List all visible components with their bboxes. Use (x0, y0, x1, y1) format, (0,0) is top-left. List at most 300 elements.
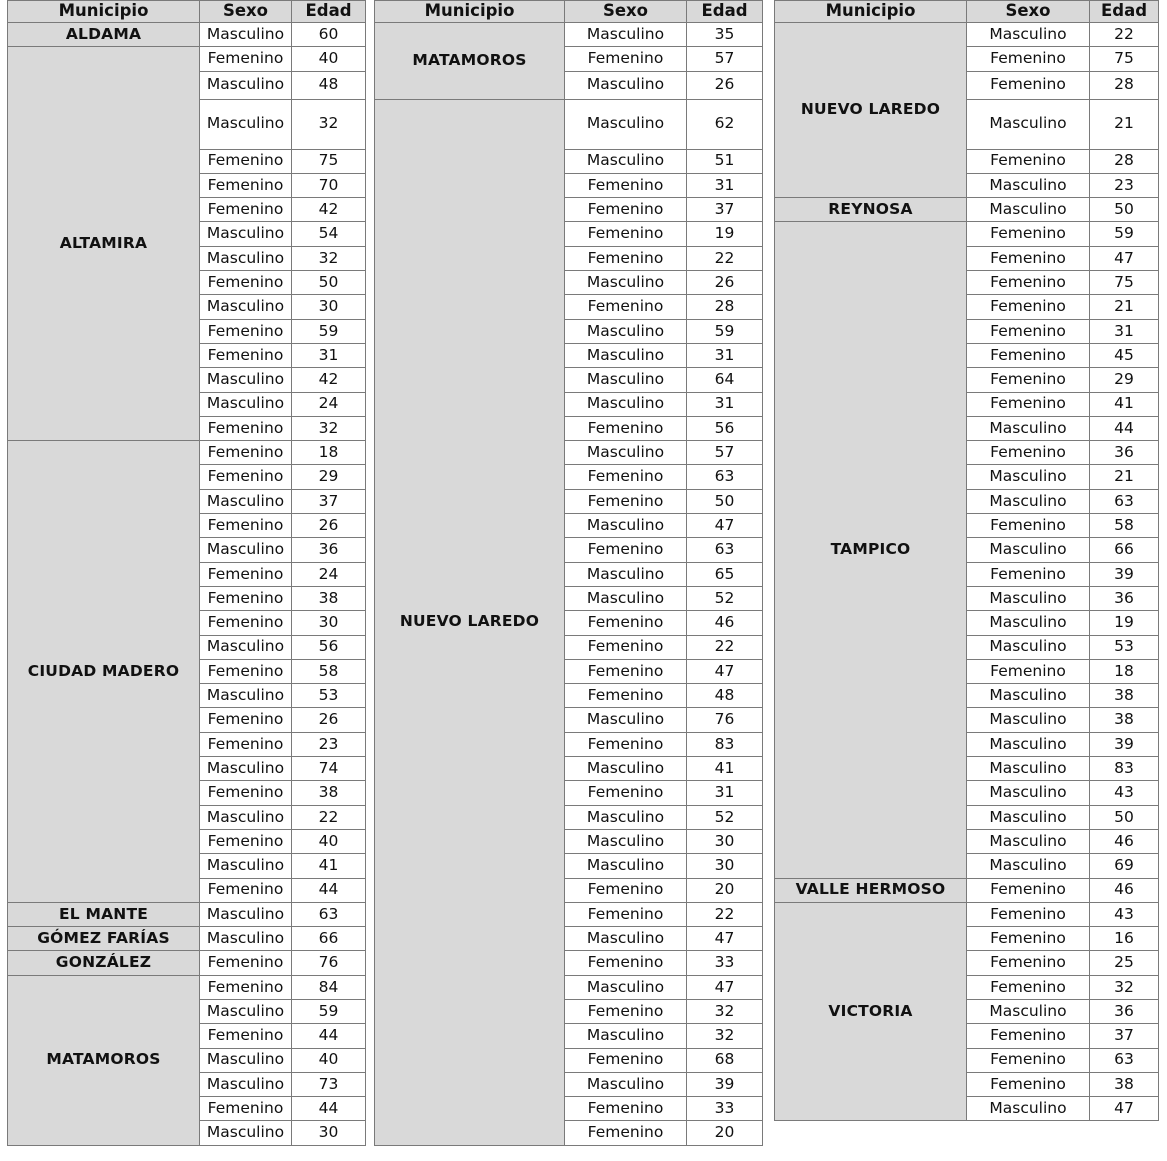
sexo-cell: Masculino (200, 757, 292, 781)
edad-cell: 59 (687, 319, 763, 343)
sexo-cell: Femenino (200, 47, 292, 71)
table-row (8, 902, 366, 926)
edad-cell: 23 (292, 732, 366, 756)
sexo-cell: Masculino (200, 489, 292, 513)
edad-cell: 63 (1090, 489, 1159, 513)
edad-cell: 75 (292, 149, 366, 173)
edad-cell: 59 (1090, 222, 1159, 246)
edad-cell: 21 (1090, 465, 1159, 489)
sexo-cell: Masculino (565, 757, 687, 781)
sexo-cell: Femenino (565, 902, 687, 926)
header-edad: Edad (687, 1, 763, 23)
sexo-cell: Masculino (967, 465, 1090, 489)
sexo-cell: Masculino (565, 805, 687, 829)
sexo-cell: Masculino (565, 586, 687, 610)
sexo-cell: Masculino (967, 684, 1090, 708)
edad-cell: 22 (687, 246, 763, 270)
edad-cell: 20 (687, 1121, 763, 1145)
sexo-cell: Femenino (565, 295, 687, 319)
table-row (375, 23, 763, 47)
table-row (8, 47, 366, 71)
municipio-cell: MATAMOROS (375, 23, 565, 100)
edad-cell: 24 (292, 562, 366, 586)
edad-cell: 30 (292, 295, 366, 319)
sexo-cell: Femenino (200, 1097, 292, 1121)
sexo-cell: Masculino (967, 99, 1090, 149)
edad-cell: 30 (687, 829, 763, 853)
edad-cell: 44 (292, 878, 366, 902)
sexo-cell: Masculino (967, 586, 1090, 610)
sexo-cell: Masculino (200, 927, 292, 951)
sexo-cell: Femenino (200, 465, 292, 489)
edad-cell: 32 (687, 999, 763, 1023)
edad-cell: 40 (292, 829, 366, 853)
sexo-cell: Femenino (967, 1072, 1090, 1096)
edad-cell: 28 (1090, 149, 1159, 173)
edad-cell: 23 (1090, 173, 1159, 197)
edad-cell: 41 (1090, 392, 1159, 416)
sexo-cell: Masculino (565, 514, 687, 538)
header-edad: Edad (292, 1, 366, 23)
edad-cell: 62 (687, 99, 763, 149)
sexo-cell: Femenino (200, 271, 292, 295)
sexo-cell: Femenino (967, 47, 1090, 71)
municipio-cell: VICTORIA (775, 902, 967, 1121)
sexo-cell: Femenino (200, 781, 292, 805)
edad-cell: 75 (1090, 47, 1159, 71)
sexo-cell: Femenino (565, 1048, 687, 1072)
sexo-cell: Masculino (200, 295, 292, 319)
sexo-cell: Masculino (200, 246, 292, 270)
sexo-cell: Femenino (565, 538, 687, 562)
sexo-cell: Femenino (565, 246, 687, 270)
sexo-cell: Femenino (967, 562, 1090, 586)
sexo-cell: Masculino (200, 1121, 292, 1145)
edad-cell: 42 (292, 198, 366, 222)
sexo-cell: Femenino (967, 878, 1090, 902)
municipio-cell: NUEVO LAREDO (775, 23, 967, 198)
sexo-cell: Masculino (967, 416, 1090, 440)
edad-cell: 84 (292, 975, 366, 999)
municipio-cell: CIUDAD MADERO (8, 441, 200, 903)
sexo-cell: Masculino (565, 708, 687, 732)
edad-cell: 68 (687, 1048, 763, 1072)
sexo-cell: Masculino (200, 805, 292, 829)
table-row (775, 902, 1159, 926)
sexo-cell: Masculino (200, 854, 292, 878)
table-row (8, 951, 366, 975)
edad-cell: 52 (687, 586, 763, 610)
header-row (375, 1, 763, 23)
sexo-cell: Masculino (200, 392, 292, 416)
edad-cell: 56 (687, 416, 763, 440)
sexo-cell: Femenino (200, 611, 292, 635)
edad-cell: 57 (687, 441, 763, 465)
sexo-cell: Femenino (967, 441, 1090, 465)
header-municipio: Municipio (375, 1, 565, 23)
sexo-cell: Masculino (967, 805, 1090, 829)
header-sexo: Sexo (200, 1, 292, 23)
edad-cell: 43 (1090, 902, 1159, 926)
sexo-cell: Masculino (200, 538, 292, 562)
edad-cell: 31 (687, 392, 763, 416)
sexo-cell: Masculino (565, 319, 687, 343)
edad-cell: 41 (292, 854, 366, 878)
edad-cell: 41 (687, 757, 763, 781)
edad-cell: 36 (1090, 586, 1159, 610)
sexo-cell: Femenino (200, 514, 292, 538)
sexo-cell: Femenino (967, 271, 1090, 295)
sexo-cell: Femenino (967, 295, 1090, 319)
header-row (775, 1, 1159, 23)
edad-cell: 37 (687, 198, 763, 222)
edad-cell: 43 (1090, 781, 1159, 805)
edad-cell: 32 (687, 1024, 763, 1048)
edad-cell: 21 (1090, 295, 1159, 319)
sexo-cell: Femenino (967, 246, 1090, 270)
sexo-cell: Masculino (200, 222, 292, 246)
sexo-cell: Masculino (200, 368, 292, 392)
municipio-cell: GONZÁLEZ (8, 951, 200, 975)
sexo-cell: Femenino (200, 975, 292, 999)
edad-cell: 56 (292, 635, 366, 659)
sexo-cell: Femenino (200, 441, 292, 465)
edad-cell: 22 (292, 805, 366, 829)
sexo-cell: Femenino (967, 902, 1090, 926)
sexo-cell: Femenino (565, 198, 687, 222)
sexo-cell: Masculino (200, 1072, 292, 1096)
edad-cell: 63 (292, 902, 366, 926)
edad-cell: 26 (292, 514, 366, 538)
sexo-cell: Masculino (967, 757, 1090, 781)
municipio-cell: ALTAMIRA (8, 47, 200, 441)
sexo-cell: Masculino (200, 99, 292, 149)
sexo-cell: Femenino (565, 999, 687, 1023)
sexo-cell: Masculino (967, 829, 1090, 853)
sexo-cell: Femenino (565, 684, 687, 708)
sexo-cell: Femenino (967, 1024, 1090, 1048)
sexo-cell: Femenino (200, 343, 292, 367)
edad-cell: 48 (292, 71, 366, 99)
sexo-cell: Masculino (967, 1097, 1090, 1121)
edad-cell: 38 (292, 586, 366, 610)
table-row (375, 99, 763, 149)
edad-cell: 35 (687, 23, 763, 47)
table-row (775, 198, 1159, 222)
edad-cell: 50 (1090, 805, 1159, 829)
edad-cell: 38 (1090, 708, 1159, 732)
sexo-cell: Masculino (565, 271, 687, 295)
edad-cell: 29 (292, 465, 366, 489)
sexo-cell: Femenino (565, 635, 687, 659)
edad-cell: 50 (687, 489, 763, 513)
sexo-cell: Masculino (200, 635, 292, 659)
edad-cell: 47 (687, 659, 763, 683)
edad-cell: 28 (1090, 71, 1159, 99)
edad-cell: 18 (1090, 659, 1159, 683)
sexo-cell: Femenino (200, 319, 292, 343)
edad-cell: 22 (687, 902, 763, 926)
sexo-cell: Femenino (967, 927, 1090, 951)
edad-cell: 52 (687, 805, 763, 829)
edad-cell: 83 (687, 732, 763, 756)
edad-cell: 76 (687, 708, 763, 732)
edad-cell: 47 (687, 927, 763, 951)
edad-cell: 32 (292, 416, 366, 440)
edad-cell: 59 (292, 999, 366, 1023)
edad-cell: 30 (292, 1121, 366, 1145)
sexo-cell: Masculino (565, 975, 687, 999)
sexo-cell: Femenino (200, 149, 292, 173)
edad-cell: 36 (1090, 999, 1159, 1023)
edad-cell: 46 (1090, 878, 1159, 902)
edad-cell: 66 (292, 927, 366, 951)
table-row (775, 878, 1159, 902)
edad-cell: 38 (1090, 684, 1159, 708)
sexo-cell: Masculino (967, 781, 1090, 805)
sexo-cell: Masculino (565, 99, 687, 149)
sexo-cell: Femenino (967, 514, 1090, 538)
edad-cell: 46 (687, 611, 763, 635)
header-edad: Edad (1090, 1, 1159, 23)
sexo-cell: Femenino (565, 47, 687, 71)
edad-cell: 32 (1090, 975, 1159, 999)
sexo-cell: Femenino (200, 416, 292, 440)
sexo-cell: Femenino (200, 732, 292, 756)
edad-cell: 22 (1090, 23, 1159, 47)
edad-cell: 76 (292, 951, 366, 975)
sexo-cell: Femenino (200, 562, 292, 586)
table-row (8, 441, 366, 465)
edad-cell: 32 (292, 246, 366, 270)
sexo-cell: Masculino (967, 732, 1090, 756)
edad-cell: 73 (292, 1072, 366, 1096)
edad-cell: 53 (292, 684, 366, 708)
sexo-cell: Femenino (967, 149, 1090, 173)
sexo-cell: Masculino (967, 198, 1090, 222)
edad-cell: 30 (292, 611, 366, 635)
sexo-cell: Femenino (200, 198, 292, 222)
header-row (8, 1, 366, 23)
edad-cell: 47 (687, 514, 763, 538)
sexo-cell: Masculino (565, 441, 687, 465)
edad-cell: 66 (1090, 538, 1159, 562)
edad-cell: 36 (292, 538, 366, 562)
data-table-2 (374, 0, 763, 1146)
edad-cell: 22 (687, 635, 763, 659)
sexo-cell: Masculino (200, 23, 292, 47)
sexo-cell: Masculino (200, 71, 292, 99)
edad-cell: 69 (1090, 854, 1159, 878)
sexo-cell: Masculino (967, 538, 1090, 562)
header-sexo: Sexo (565, 1, 687, 23)
sexo-cell: Masculino (967, 173, 1090, 197)
edad-cell: 30 (687, 854, 763, 878)
edad-cell: 31 (687, 781, 763, 805)
edad-cell: 63 (1090, 1048, 1159, 1072)
sexo-cell: Masculino (967, 635, 1090, 659)
sexo-cell: Masculino (967, 999, 1090, 1023)
sexo-cell: Femenino (200, 659, 292, 683)
sexo-cell: Masculino (967, 708, 1090, 732)
sexo-cell: Femenino (200, 173, 292, 197)
edad-cell: 26 (292, 708, 366, 732)
sexo-cell: Masculino (200, 1048, 292, 1072)
edad-cell: 16 (1090, 927, 1159, 951)
edad-cell: 38 (292, 781, 366, 805)
edad-cell: 39 (1090, 562, 1159, 586)
edad-cell: 24 (292, 392, 366, 416)
edad-cell: 37 (1090, 1024, 1159, 1048)
municipio-cell: REYNOSA (775, 198, 967, 222)
edad-cell: 65 (687, 562, 763, 586)
edad-cell: 59 (292, 319, 366, 343)
edad-cell: 33 (687, 951, 763, 975)
edad-cell: 63 (687, 465, 763, 489)
sexo-cell: Masculino (200, 684, 292, 708)
sexo-cell: Femenino (565, 465, 687, 489)
edad-cell: 31 (687, 173, 763, 197)
sexo-cell: Femenino (200, 951, 292, 975)
header-municipio: Municipio (775, 1, 967, 23)
sexo-cell: Femenino (967, 368, 1090, 392)
sexo-cell: Femenino (200, 708, 292, 732)
municipio-cell: EL MANTE (8, 902, 200, 926)
sexo-cell: Femenino (565, 1097, 687, 1121)
edad-cell: 58 (292, 659, 366, 683)
edad-cell: 74 (292, 757, 366, 781)
edad-cell: 48 (687, 684, 763, 708)
municipio-cell: TAMPICO (775, 222, 967, 878)
edad-cell: 51 (687, 149, 763, 173)
sexo-cell: Masculino (967, 489, 1090, 513)
edad-cell: 36 (1090, 441, 1159, 465)
sexo-cell: Femenino (565, 781, 687, 805)
edad-cell: 64 (687, 368, 763, 392)
edad-cell: 44 (292, 1024, 366, 1048)
header-municipio: Municipio (8, 1, 200, 23)
sexo-cell: Masculino (565, 1072, 687, 1096)
sexo-cell: Femenino (967, 951, 1090, 975)
sexo-cell: Femenino (967, 222, 1090, 246)
edad-cell: 28 (687, 295, 763, 319)
sexo-cell: Masculino (565, 392, 687, 416)
sexo-cell: Masculino (967, 611, 1090, 635)
municipio-cell: GÓMEZ FARÍAS (8, 927, 200, 951)
sexo-cell: Femenino (967, 343, 1090, 367)
edad-cell: 44 (292, 1097, 366, 1121)
sexo-cell: Femenino (967, 71, 1090, 99)
edad-cell: 60 (292, 23, 366, 47)
edad-cell: 32 (292, 99, 366, 149)
sexo-cell: Femenino (200, 586, 292, 610)
sexo-cell: Femenino (565, 732, 687, 756)
edad-cell: 47 (687, 975, 763, 999)
sexo-cell: Femenino (967, 319, 1090, 343)
table-row (8, 927, 366, 951)
edad-cell: 45 (1090, 343, 1159, 367)
sexo-cell: Femenino (565, 659, 687, 683)
data-table-3 (774, 0, 1159, 1121)
sexo-cell: Masculino (565, 149, 687, 173)
sexo-cell: Femenino (200, 878, 292, 902)
edad-cell: 39 (687, 1072, 763, 1096)
edad-cell: 46 (1090, 829, 1159, 853)
sexo-cell: Masculino (565, 927, 687, 951)
sexo-cell: Masculino (565, 829, 687, 853)
sexo-cell: Femenino (200, 829, 292, 853)
sexo-cell: Femenino (565, 416, 687, 440)
sexo-cell: Masculino (565, 368, 687, 392)
municipio-cell: VALLE HERMOSO (775, 878, 967, 902)
edad-cell: 26 (687, 271, 763, 295)
sexo-cell: Femenino (565, 1121, 687, 1145)
edad-cell: 50 (292, 271, 366, 295)
table-row (775, 222, 1159, 246)
edad-cell: 40 (292, 47, 366, 71)
sexo-cell: Femenino (565, 489, 687, 513)
edad-cell: 70 (292, 173, 366, 197)
edad-cell: 47 (1090, 246, 1159, 270)
edad-cell: 38 (1090, 1072, 1159, 1096)
edad-cell: 31 (292, 343, 366, 367)
sexo-cell: Masculino (200, 902, 292, 926)
table-row (8, 23, 366, 47)
table-row (775, 23, 1159, 47)
edad-cell: 42 (292, 368, 366, 392)
edad-cell: 19 (1090, 611, 1159, 635)
municipio-cell: ALDAMA (8, 23, 200, 47)
edad-cell: 37 (292, 489, 366, 513)
edad-cell: 58 (1090, 514, 1159, 538)
table-row (8, 975, 366, 999)
edad-cell: 63 (687, 538, 763, 562)
edad-cell: 75 (1090, 271, 1159, 295)
edad-cell: 31 (1090, 319, 1159, 343)
municipio-cell: NUEVO LAREDO (375, 99, 565, 1145)
sexo-cell: Masculino (565, 23, 687, 47)
sexo-cell: Masculino (565, 854, 687, 878)
edad-cell: 40 (292, 1048, 366, 1072)
edad-cell: 44 (1090, 416, 1159, 440)
sexo-cell: Femenino (565, 951, 687, 975)
edad-cell: 31 (687, 343, 763, 367)
sexo-cell: Femenino (565, 173, 687, 197)
sexo-cell: Masculino (565, 562, 687, 586)
sexo-cell: Femenino (565, 611, 687, 635)
edad-cell: 20 (687, 878, 763, 902)
data-table-1 (7, 0, 366, 1146)
sexo-cell: Femenino (967, 392, 1090, 416)
municipio-cell: MATAMOROS (8, 975, 200, 1145)
sexo-cell: Femenino (967, 659, 1090, 683)
header-sexo: Sexo (967, 1, 1090, 23)
sexo-cell: Femenino (200, 1024, 292, 1048)
edad-cell: 33 (687, 1097, 763, 1121)
sexo-cell: Masculino (967, 854, 1090, 878)
edad-cell: 57 (687, 47, 763, 71)
edad-cell: 53 (1090, 635, 1159, 659)
sexo-cell: Masculino (967, 23, 1090, 47)
sexo-cell: Femenino (967, 975, 1090, 999)
edad-cell: 47 (1090, 1097, 1159, 1121)
sexo-cell: Femenino (565, 222, 687, 246)
sexo-cell: Masculino (565, 71, 687, 99)
edad-cell: 54 (292, 222, 366, 246)
sexo-cell: Masculino (565, 1024, 687, 1048)
edad-cell: 25 (1090, 951, 1159, 975)
edad-cell: 19 (687, 222, 763, 246)
